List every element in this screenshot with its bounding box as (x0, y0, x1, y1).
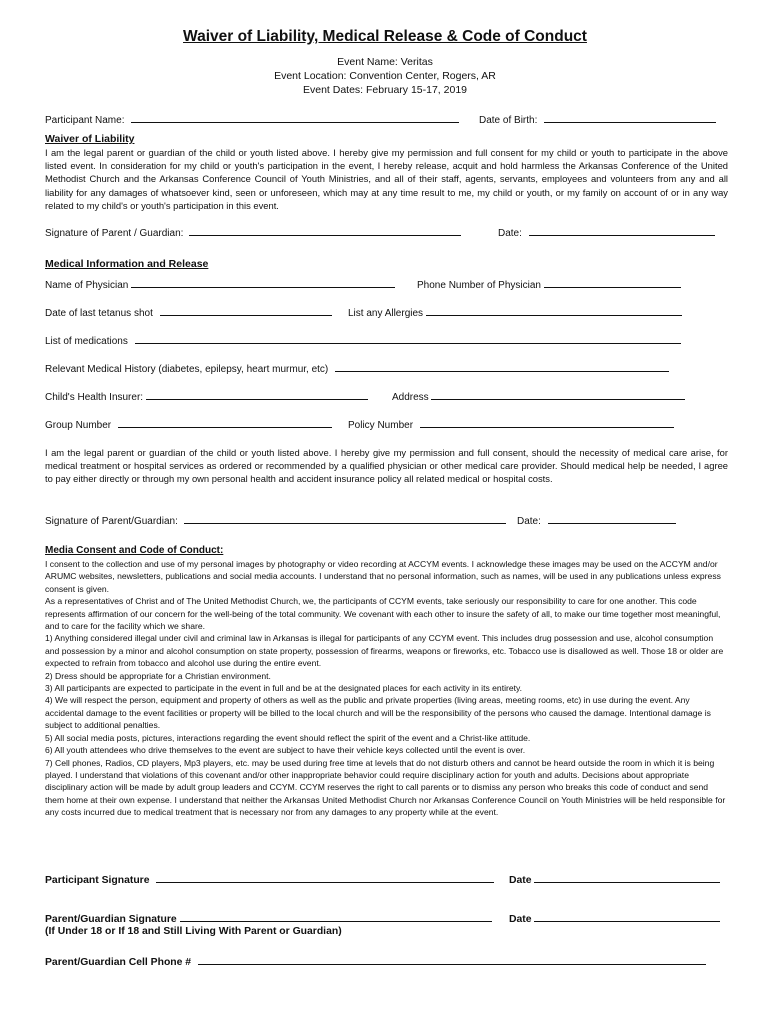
physician-phone-row (417, 278, 681, 291)
parent-date-row (509, 912, 720, 925)
waiver-signature-label: Signature of Parent / Guardian: (45, 228, 184, 239)
medical-date-field[interactable] (548, 514, 676, 524)
group-label: Group Number (45, 420, 112, 431)
physician-row (45, 278, 395, 291)
event-name: Event Name: Veritas (337, 56, 433, 68)
allergies-label: List any Allergies (348, 308, 424, 319)
group-field[interactable] (118, 418, 332, 428)
physician-label: Name of Physician (45, 280, 129, 291)
rule-7: 7) Cell phones, Radios, CD players, Mp3 players, etc. may be used during free time at levels that do not disturb others and cannot be heard outside the room in which it is being played. I understand that violations of this covenant and/or other inappropriate behavior could require disciplinary action for youth and adults. Decisions about appropriate disciplinary action will be made by adult group leaders and CCYM. CCYM reserves the right to call parents or to dismiss any person who breaks this code of conduct and send them home at their own expense. I understand that neither the Arkansas United Methodist Church nor Arkansas Conference Council on Youth Ministries will be held responsible for any costs incurred due to medical treatment that is necessary nor from any damages to any property while at the event. (45, 757, 726, 818)
participant-signature-field[interactable] (156, 873, 494, 883)
dob-label: Date of Birth: (479, 115, 538, 126)
participant-name-field[interactable] (131, 113, 459, 123)
medical-date-row (517, 514, 676, 527)
media-code-text (45, 558, 728, 819)
parent-date-label: Date (509, 914, 532, 925)
rule-3: 3) All participants are expected to participate in the event in full and be at the designated places for each activity in its entirety. (45, 683, 523, 694)
insurer-field[interactable] (146, 390, 368, 400)
cell-phone-field[interactable] (198, 955, 706, 965)
rule-4: 4) We will respect the person, equipment and property of others as well as the public and private properties (living areas, meeting rooms, etc) in use during the event. Any accidental damage to the event facilities or property will be billed to the local church and will be the responsibility of the persons who caused the damage. Intentional damage is subject to additional penalties. (45, 695, 711, 731)
dob-field[interactable] (544, 113, 716, 123)
cell-phone-label: Parent/Guardian Cell Phone # (45, 957, 192, 968)
medical-date-label: Date: (517, 516, 541, 527)
medical-signature-field[interactable] (184, 514, 506, 524)
waiver-heading: Waiver of Liability (45, 133, 135, 145)
waiver-date-label: Date: (498, 228, 522, 239)
allergies-field[interactable] (426, 306, 682, 316)
waiver-text: I am the legal parent or guardian of the child or youth listed above. I hereby give my permission and full consent for my child or youth to participate in the above listed event. In consideration for my child or youth's participation in the event, I hereby release, acquit and hold harmless the Arkansas Conference of the United Methodist Church and the Arkansas Conference Council of Youth Ministries, and all of their staff, agents, servants, employees and volunteers from any and all liability for any damages of whatsoever kind, seen or unforeseen, which may at any time result to me, my child or youth, or my family on account of or in any way related to my child's or youth's participation in this event. (45, 147, 728, 211)
tetanus-field[interactable] (160, 306, 332, 316)
participant-date-field[interactable] (534, 873, 720, 883)
rule-6: 6) All youth attendees who drive themselves to the event are subject to have their vehicle keys collected until the event is over. (45, 745, 526, 756)
policy-row (348, 418, 674, 431)
waiver-signature-field[interactable] (189, 226, 461, 236)
media-consent-paragraph: I consent to the collection and use of my personal images by photography or video recording at ACCYM events. I acknowledge these images may be used on the ACCYM and/or ARUMC websites, newsletters, publications and social media accounts. I understand that no personal information, such as names, will be used in any publications unless express consent is given. (45, 559, 721, 594)
insurer-row (45, 390, 368, 403)
event-location: Event Location: Convention Center, Rogers, AR (274, 70, 496, 82)
parent-signature-field[interactable] (180, 912, 492, 922)
address-label: Address (392, 392, 429, 403)
address-row (392, 390, 685, 403)
participant-date-row (509, 873, 720, 886)
waiver-date-row (498, 226, 715, 239)
physician-field[interactable] (131, 278, 395, 288)
participant-name-label: Participant Name: (45, 115, 125, 126)
medications-row (45, 334, 681, 347)
parent-signature-row (45, 912, 492, 925)
medical-signature-row (45, 514, 506, 527)
medical-heading: Medical Information and Release (45, 258, 209, 270)
history-row (45, 362, 669, 375)
participant-signature-label: Participant Signature (45, 875, 150, 886)
parent-date-field[interactable] (534, 912, 720, 922)
tetanus-label: Date of last tetanus shot (45, 308, 153, 319)
waiver-signature-row (45, 226, 461, 239)
group-row (45, 418, 332, 431)
dob-row (479, 113, 716, 126)
participant-signature-row (45, 873, 494, 886)
waiver-date-field[interactable] (529, 226, 715, 236)
insurer-label: Child's Health Insurer: (45, 392, 144, 403)
medications-label: List of medications (45, 336, 128, 347)
tetanus-row (45, 306, 332, 319)
physician-phone-label: Phone Number of Physician (417, 280, 541, 291)
media-heading: Media Consent and Code of Conduct: (45, 545, 224, 556)
event-dates: Event Dates: February 15-17, 2019 (302, 84, 467, 96)
parent-signature-label: Parent/Guardian Signature (45, 914, 177, 925)
rule-1: 1) Anything considered illegal under civil and criminal law in Arkansas is illegal for participants of any CCYM event. This includes drug possession and use, alcohol consumption and possession by a minor and alcohol consumption on state property, possession of firearms, weapons or fireworks, etc. Tobacco use is disallowed as well. Those 18 or older are expected to refrain from tobacco and alcohol use during the entire event. (45, 633, 724, 669)
medical-consent-text: I am the legal parent or guardian of the child or youth listed above. I hereby give my permission and full consent, should the necessity of medical care arise, for medical treatment or hospital services as ordered or recommended by a qualified physician or other medical care provider. Should medical help be needed, I agree to pay either directly or through my own personal health and accident insurance policy all related medical or hospital costs. (45, 447, 728, 485)
participant-date-label: Date (509, 875, 532, 886)
address-field[interactable] (431, 390, 685, 400)
medications-field[interactable] (135, 334, 681, 344)
form-title: Waiver of Liability, Medical Release & Code of Conduct (183, 28, 587, 45)
cell-phone-row (45, 955, 706, 968)
participant-name-row (45, 113, 459, 126)
covenant-paragraph: As a representatives of Christ and of The United Methodist Church, we, the participants of CCYM events, take seriously our responsibility to care for one another. This code represents affirmation of our concern for the well-being of the total community. We covenant with each other to insure the safety of all, to make our time together most meaningful, and to care for the facility which we share. (45, 596, 721, 632)
medical-signature-label: Signature of Parent/Guardian: (45, 516, 178, 527)
rule-5: 5) All social media posts, pictures, interactions regarding the event should reflect the spirit of the event and a Christ-like attitude. (45, 732, 531, 743)
policy-label: Policy Number (348, 420, 414, 431)
history-label: Relevant Medical History (diabetes, epilepsy, heart murmur, etc) (45, 364, 329, 375)
parent-note: (If Under 18 or If 18 and Still Living With Parent or Guardian) (45, 926, 342, 937)
rule-2: 2) Dress should be appropriate for a Christian environment. (45, 670, 271, 681)
allergies-row (348, 306, 682, 319)
history-field[interactable] (335, 362, 669, 372)
physician-phone-field[interactable] (544, 278, 681, 288)
policy-field[interactable] (420, 418, 674, 428)
